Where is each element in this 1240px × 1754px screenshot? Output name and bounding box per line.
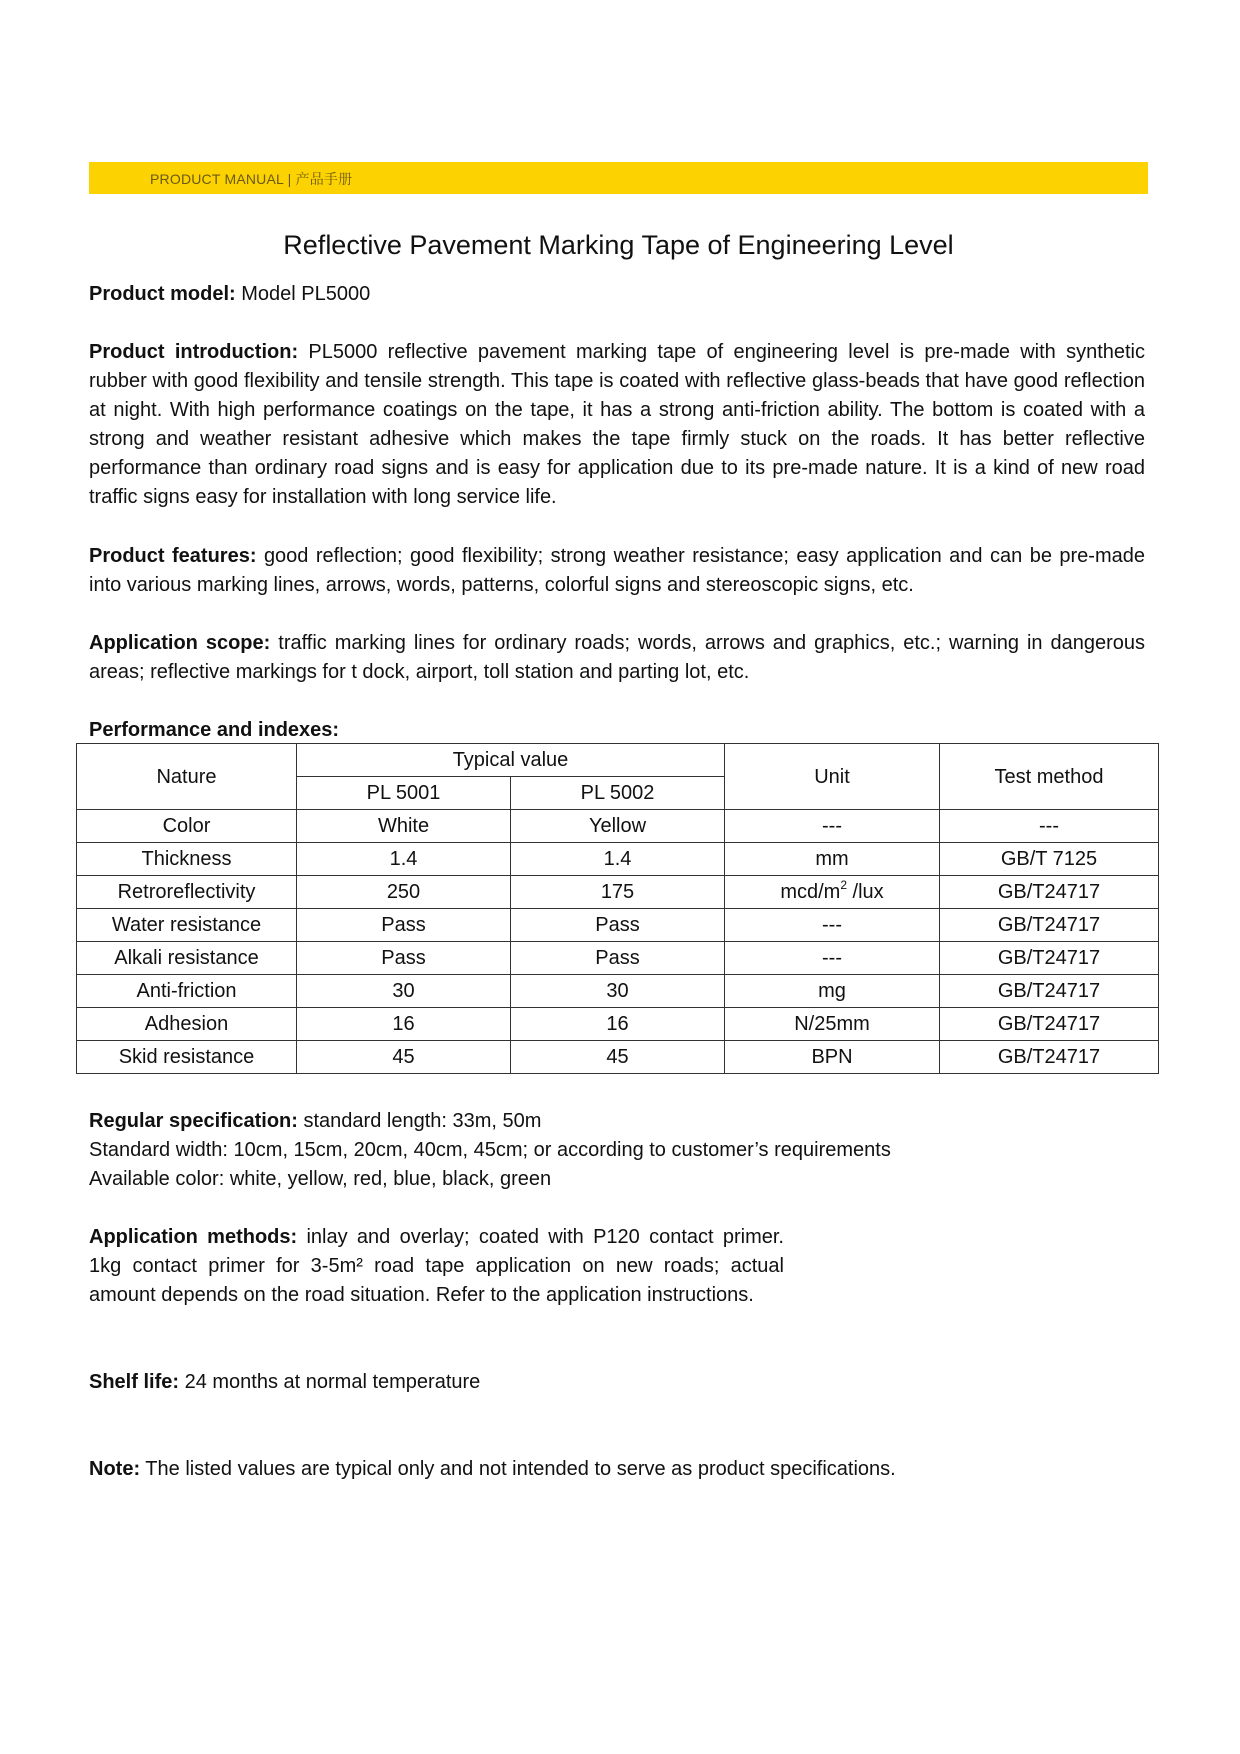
header-unit: Unit [725, 744, 940, 810]
shelf-life-label: Shelf life: [89, 1371, 180, 1393]
cell-pl5002: 1.4 [511, 843, 725, 876]
table-row [77, 909, 1159, 942]
cell-pl5001: 1.4 [297, 843, 511, 876]
unit-text: --- [822, 815, 842, 837]
regular-specification [89, 1107, 1145, 1194]
cell-nature: Anti-friction [77, 975, 297, 1008]
cell-unit [725, 975, 940, 1008]
cell-pl5001: 16 [297, 1008, 511, 1041]
header-label: PRODUCT MANUAL | 产品手册 [150, 171, 353, 187]
cell-pl5002: Pass [511, 942, 725, 975]
unit-superscript: 2 [840, 878, 847, 892]
note [89, 1455, 1145, 1484]
regular-specification-label: Regular specification: [89, 1110, 298, 1132]
cell-pl5002: 30 [511, 975, 725, 1008]
product-features-label: Product features: [89, 545, 257, 567]
cell-pl5001: Pass [297, 942, 511, 975]
cell-test-method: GB/T24717 [940, 876, 1159, 909]
unit-text: N/25mm [794, 1013, 870, 1035]
product-features-text: good reflection; good flexibility; strong weather resistance; easy application and can be pre-made into various marking lines, arrows, words, patterns, colorful signs and stereoscopic signs, etc. [89, 545, 1145, 596]
application-methods-label: Application methods: [89, 1226, 298, 1248]
table-header-row [77, 744, 1159, 777]
product-model-value: Model PL5000 [235, 283, 371, 305]
cell-pl5001: White [297, 810, 511, 843]
cell-nature: Adhesion [77, 1008, 297, 1041]
cell-test-method: GB/T24717 [940, 1008, 1159, 1041]
application-scope [89, 629, 1145, 687]
cell-unit [725, 942, 940, 975]
regular-specification-text: standard length: 33m, 50m [297, 1110, 542, 1132]
cell-test-method: GB/T24717 [940, 909, 1159, 942]
unit-text: --- [822, 914, 842, 936]
application-methods [89, 1223, 784, 1310]
cell-nature: Skid resistance [77, 1041, 297, 1074]
header-typical-value: Typical value [297, 744, 725, 777]
cell-test-method: GB/T24717 [940, 942, 1159, 975]
table-row [77, 1008, 1159, 1041]
standard-width: Standard width: 10cm, 15cm, 20cm, 40cm, 45cm; or according to customer’s requirements [89, 1139, 891, 1161]
cell-test-method: GB/T 7125 [940, 843, 1159, 876]
page-title: Reflective Pavement Marking Tape of Engineering Level [283, 230, 954, 260]
cell-pl5001: 30 [297, 975, 511, 1008]
cell-test-method: --- [940, 810, 1159, 843]
unit-suffix: /lux [847, 881, 884, 903]
cell-test-method: GB/T24717 [940, 975, 1159, 1008]
cell-nature: Color [77, 810, 297, 843]
available-color: Available color: white, yellow, red, blue, black, green [89, 1168, 552, 1190]
table-row [77, 843, 1159, 876]
product-model [89, 280, 1145, 309]
cell-unit [725, 1008, 940, 1041]
table-row [77, 1041, 1159, 1074]
performance-heading [89, 716, 1145, 745]
cell-pl5002: Yellow [511, 810, 725, 843]
cell-pl5002: 16 [511, 1008, 725, 1041]
cell-pl5002: 45 [511, 1041, 725, 1074]
table-row [77, 975, 1159, 1008]
cell-unit [725, 843, 940, 876]
application-methods-text: inlay and overlay; coated with P120 contact primer. 1kg contact primer for 3-5m² road tape application on new roads; actual amount depends on the road situation. Refer to the application instructions. [89, 1226, 784, 1306]
product-model-label: Product model: [89, 283, 236, 305]
performance-table [76, 743, 1159, 1074]
shelf-life-text: 24 months at normal temperature [179, 1371, 481, 1393]
cell-nature: Retroreflectivity [77, 876, 297, 909]
product-features [89, 542, 1145, 600]
cell-pl5001: 45 [297, 1041, 511, 1074]
cell-pl5001: Pass [297, 909, 511, 942]
header-nature: Nature [77, 744, 297, 810]
product-introduction-label: Product introduction: [89, 341, 299, 363]
note-label: Note: [89, 1458, 141, 1480]
performance-label: Performance and indexes: [89, 719, 340, 741]
cell-unit [725, 810, 940, 843]
shelf-life [89, 1368, 1145, 1397]
header-band [89, 162, 1148, 194]
unit-text: mcd/m [780, 881, 841, 903]
product-introduction-text: PL5000 reflective pavement marking tape of engineering level is pre-made with synthetic rubber with good flexibility and tensile strength. This tape is coated with reflective glass-beads that have good reflection at night. With high performance coatings on the tape, it has a strong anti-friction ability. The bottom is coated with a strong and weather resistant adhesive which makes the tape firmly stuck on the roads. It has better reflective performance than ordinary road signs and is easy for application due to its pre-made nature. It is a kind of new road traffic signs easy for installation with long service life. [89, 341, 1145, 508]
cell-unit [725, 909, 940, 942]
header-test-method: Test method [940, 744, 1159, 810]
cell-nature: Water resistance [77, 909, 297, 942]
table-row [77, 876, 1159, 909]
cell-pl5001: 250 [297, 876, 511, 909]
cell-pl5002: 175 [511, 876, 725, 909]
cell-test-method: GB/T24717 [940, 1041, 1159, 1074]
table-row [77, 810, 1159, 843]
unit-text: mg [818, 980, 846, 1002]
cell-pl5002: Pass [511, 909, 725, 942]
unit-text: mm [815, 848, 849, 870]
cell-unit [725, 876, 940, 909]
product-introduction [89, 338, 1145, 512]
table-row [77, 942, 1159, 975]
cell-nature: Thickness [77, 843, 297, 876]
header-pl5002: PL 5002 [511, 777, 725, 810]
cell-nature: Alkali resistance [77, 942, 297, 975]
application-scope-text: traffic marking lines for ordinary roads; words, arrows and graphics, etc.; warning in dangerous areas; reflective markings for t dock, airport, toll station and parting lot, etc. [89, 632, 1146, 683]
application-scope-label: Application scope: [89, 632, 271, 654]
note-text: The listed values are typical only and not intended to serve as product specifications. [140, 1458, 896, 1480]
unit-text: --- [822, 947, 842, 969]
unit-text: BPN [811, 1046, 853, 1068]
cell-unit [725, 1041, 940, 1074]
header-pl5001: PL 5001 [297, 777, 511, 810]
